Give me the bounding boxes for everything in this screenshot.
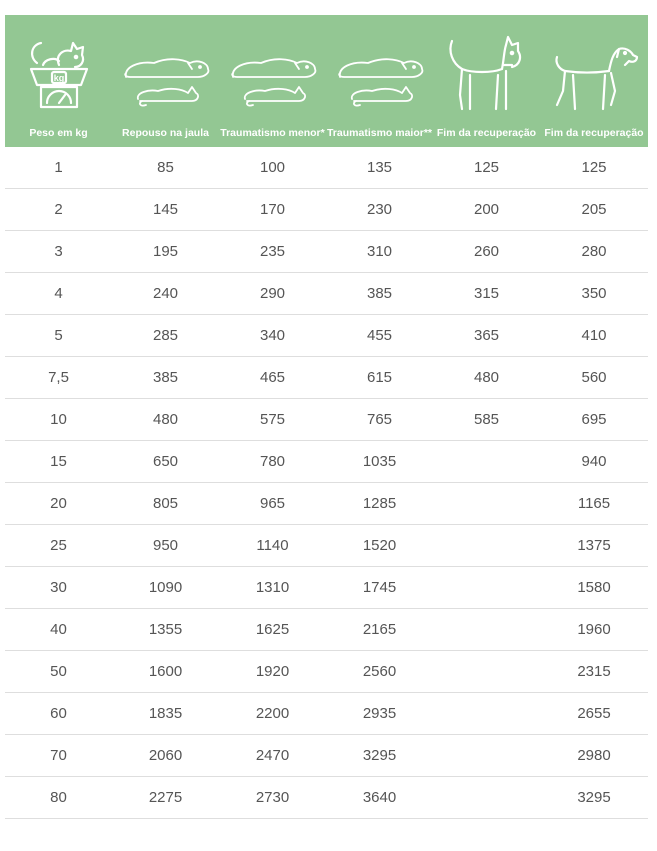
table-cell: 170 (259, 201, 286, 218)
table-cell: 260 (473, 243, 500, 260)
table-cell (433, 441, 540, 482)
table-cell: 940 (581, 453, 607, 470)
table-cell: 480 (152, 411, 179, 428)
table-cell: 650 (152, 453, 179, 470)
table-cell: 765 (366, 411, 393, 428)
table-cell: 290 (259, 285, 286, 302)
table-row (5, 231, 648, 273)
table-cell: 7,5 (48, 369, 69, 386)
table-cell: 2060 (148, 747, 183, 764)
table-cell: 125 (581, 159, 607, 176)
table-cell: 2730 (255, 789, 290, 806)
table-cell: 70 (50, 747, 67, 764)
table-cell: 285 (152, 327, 179, 344)
table-row (5, 441, 648, 483)
table-cell: 1140 (256, 537, 289, 554)
table-cell: 1 (54, 159, 63, 176)
table-cell: 1035 (362, 453, 397, 470)
resting-dog-and-cat-icon (332, 47, 428, 117)
table-cell: 3295 (577, 789, 611, 806)
table-cell: 1745 (362, 579, 397, 596)
table-cell: 585 (473, 411, 500, 428)
table-cell: 465 (259, 369, 286, 386)
table-cell: 2655 (577, 705, 611, 722)
table-cell: 2165 (362, 621, 397, 638)
table-cell: 3295 (362, 747, 397, 764)
table-cell: 340 (259, 327, 286, 344)
table-cell: 805 (152, 495, 179, 512)
table-cell: 280 (581, 243, 607, 260)
header-label: Repouso na jaula (122, 127, 209, 139)
table-cell: 15 (50, 453, 67, 470)
resting-dog-and-cat-icon (118, 47, 214, 117)
header-recovery-end-cat (433, 15, 540, 147)
table-row (5, 483, 648, 525)
cat-on-scale-icon (19, 35, 99, 117)
header-label: Traumatismo menor* (220, 127, 325, 139)
table-cell: 85 (157, 159, 174, 176)
table-cell: 60 (50, 705, 67, 722)
table-cell: 2200 (255, 705, 290, 722)
header-label: Fim da recuperação (544, 127, 644, 139)
table-cell: 385 (366, 285, 393, 302)
energy-requirements-table (5, 15, 648, 819)
table-cell: 350 (581, 285, 607, 302)
header-minor-trauma (219, 15, 326, 147)
table-cell: 230 (366, 201, 393, 218)
table-cell (433, 735, 540, 776)
table-cell: 135 (366, 159, 393, 176)
table-cell: 965 (259, 495, 286, 512)
table-cell (433, 609, 540, 650)
table-cell (433, 777, 540, 818)
table-cell: 455 (366, 327, 393, 344)
table-cell: 1165 (577, 495, 611, 512)
header-major-trauma (326, 15, 433, 147)
table-row (5, 315, 648, 357)
standing-cat-icon (442, 35, 532, 117)
header-label: Fim da recuperação (436, 127, 537, 139)
table-cell: 560 (581, 369, 607, 386)
table-cell: 2935 (362, 705, 397, 722)
table-cell: 205 (581, 201, 607, 218)
table-cell: 1285 (362, 495, 397, 512)
table-cell: 950 (152, 537, 179, 554)
table-row (5, 189, 648, 231)
table-cell: 1920 (255, 663, 290, 680)
table-row (5, 693, 648, 735)
table-cell (433, 483, 540, 524)
table-cell (433, 567, 540, 608)
table-cell: 2315 (577, 663, 611, 680)
table-cell: 575 (259, 411, 286, 428)
svg-text:kg: kg (53, 73, 64, 83)
table-cell: 1310 (255, 579, 290, 596)
table-cell: 315 (473, 285, 500, 302)
table-row (5, 651, 648, 693)
header-weight (5, 15, 112, 147)
table-cell: 410 (581, 327, 607, 344)
header-cage-rest (112, 15, 219, 147)
table-cell: 195 (152, 243, 179, 260)
table-cell: 125 (473, 159, 500, 176)
table-cell: 50 (50, 663, 67, 680)
table-header (5, 15, 648, 147)
table-cell: 615 (366, 369, 393, 386)
table-cell: 2470 (255, 747, 290, 764)
table-cell: 10 (50, 411, 67, 428)
table-row (5, 147, 648, 189)
table-cell: 80 (50, 789, 67, 806)
table-row (5, 609, 648, 651)
table-cell: 1835 (148, 705, 183, 722)
table-cell: 3 (54, 243, 63, 260)
table-cell: 4 (54, 285, 63, 302)
table-cell: 780 (259, 453, 286, 470)
table-cell: 1960 (577, 621, 611, 638)
table-cell: 480 (473, 369, 500, 386)
table-cell: 235 (259, 243, 286, 260)
table-cell: 100 (259, 159, 286, 176)
table-row (5, 735, 648, 777)
header-recovery-end-dog (540, 15, 648, 147)
table-cell: 1375 (577, 537, 611, 554)
table-cell: 2275 (148, 789, 183, 806)
table-cell (433, 693, 540, 734)
table-cell: 2 (54, 201, 63, 218)
table-cell: 200 (473, 201, 500, 218)
table-cell: 365 (473, 327, 500, 344)
table-cell: 3640 (362, 789, 397, 806)
table-cell: 145 (152, 201, 179, 218)
table-body (5, 147, 648, 819)
table-row (5, 273, 648, 315)
table-cell: 240 (152, 285, 179, 302)
table-cell: 5 (54, 327, 63, 344)
table-cell: 30 (50, 579, 67, 596)
table-row (5, 525, 648, 567)
table-cell: 695 (581, 411, 607, 428)
table-row (5, 777, 648, 819)
table-cell: 1355 (148, 621, 183, 638)
resting-dog-and-cat-icon (225, 47, 321, 117)
standing-dog-icon (549, 43, 639, 119)
table-cell: 20 (50, 495, 67, 512)
table-cell: 385 (152, 369, 179, 386)
table-cell: 1090 (148, 579, 183, 596)
table-row (5, 399, 648, 441)
header-label: Peso em kg (29, 127, 88, 139)
table-cell: 40 (50, 621, 67, 638)
table-cell: 1580 (577, 579, 611, 596)
table-row (5, 567, 648, 609)
table-cell (433, 651, 540, 692)
table-cell: 1625 (255, 621, 290, 638)
table-row (5, 357, 648, 399)
table-cell: 1520 (362, 537, 397, 554)
header-label: Traumatismo maior** (326, 127, 433, 139)
table-cell: 25 (50, 537, 67, 554)
table-cell: 310 (366, 243, 393, 260)
table-cell: 2560 (362, 663, 397, 680)
table-cell (433, 525, 540, 566)
table-cell: 1600 (148, 663, 183, 680)
table-cell: 2980 (577, 747, 611, 764)
